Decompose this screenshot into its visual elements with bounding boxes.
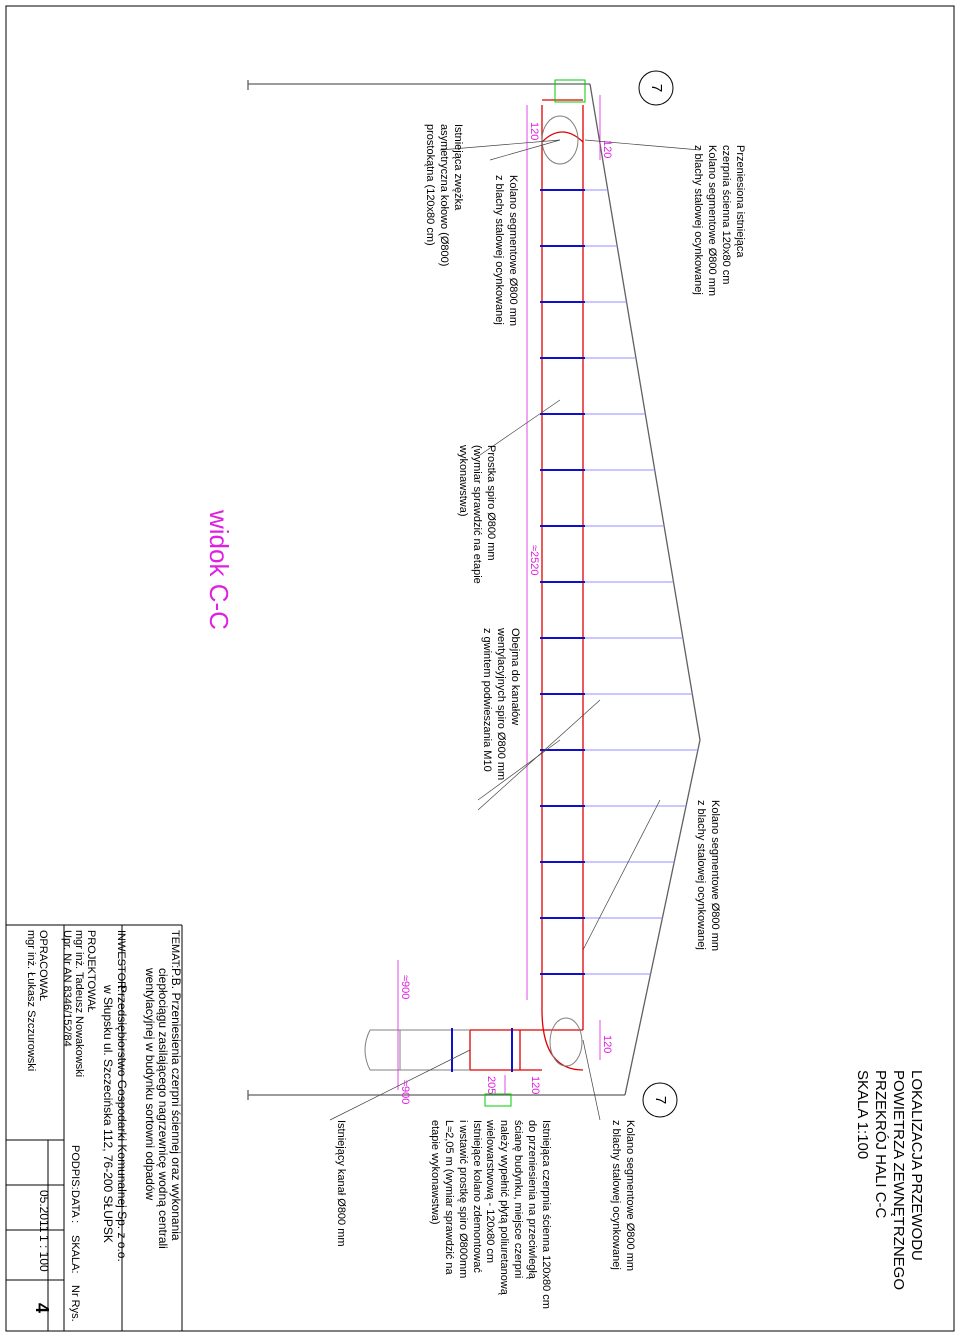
tb-inwestor-line-1: Przedsiębiorstwo Gospodarki Komunalnej Sp. z o.o.: [115, 985, 129, 1262]
label-kolano-right-line-2: z blachy stalowej ocynkowanej: [610, 1120, 622, 1270]
dim-120-d: 120: [601, 1035, 613, 1054]
label-kolano-left-line-1: Kolano segmentowe Ø800 mm: [507, 175, 519, 327]
title-block-top: LOKALIZACJA PRZEWODU: [908, 1070, 925, 1261]
label-prostka-line-2: (wymiar sprawdzić na etapie: [471, 445, 483, 584]
tb-data: 05.2011: [37, 1190, 51, 1233]
label-istn-kolano-line-4: etapie wykonawstwa): [429, 1120, 441, 1225]
tb-nr-label: Nr Rys.: [69, 1285, 81, 1322]
section-marker-left: [639, 71, 673, 105]
existing-duct: [365, 1030, 470, 1070]
elbow-left: [542, 116, 582, 1066]
dim-900-b: ≈900: [399, 1080, 411, 1105]
label-obejma-line-3: z gwintem podwieszania M10: [481, 628, 493, 772]
tb-inwestor-label: INWESTOR:: [115, 930, 127, 993]
dim-120-c: 120: [529, 1076, 541, 1095]
tb-temat-line-2: ciepłociągu zasilającego nagrzewnicę wodną centrali: [156, 968, 170, 1249]
label-istn-kolano-line-1: Istniejące kolano zdemontować: [471, 1120, 483, 1273]
tb-data-label: DATA :: [69, 1190, 81, 1224]
label-czerpnia-line-3: Kolano segmentowe Ø800 mm: [706, 145, 718, 297]
czerpnia-left: [555, 80, 585, 102]
section-marker-right: [643, 1083, 677, 1117]
labels-group: [25, 122, 925, 1322]
title-block-top-4: SKALA 1:100: [854, 1070, 871, 1160]
label-kolano-mid-line-2: z blachy stalowej ocynkowanej: [695, 800, 707, 950]
label-czerpnia-line-4: z blachy stalowej ocynkowanej: [692, 145, 704, 295]
dim-205: 205: [485, 1076, 497, 1095]
tb-skala-label: SKALA:: [69, 1235, 81, 1274]
section-marker-left-label: 7: [648, 83, 666, 93]
label-zwezka-line-2: asymetryczna kołowo (Ø800): [438, 124, 450, 267]
czerpnia-right: [485, 1094, 511, 1106]
label-istn-czerpnia-line-1: Istniejąca czerpnia ścienna 120x80 cm: [540, 1120, 552, 1309]
tb-temat-line-1: P.B. Przeniesienia czerpni ściennej oraz wykonania: [169, 968, 183, 1241]
label-istn-czerpnia-line-5: wielowarstwową - 120x80 cm: [484, 1120, 496, 1264]
title-block-top-2: POWIETRZA ZEWNĘTRZNEGO: [890, 1070, 907, 1290]
label-kolano-mid-line-1: Kolano segmentowe Ø800 mm: [709, 800, 721, 952]
tb-inwestor-line-2: w Słupsku ul. Szczecińska 112, 76-200 SŁUPSK: [101, 985, 115, 1243]
tb-nr: 4: [32, 1303, 52, 1314]
label-istn-czerpnia-line-2: do przeniesienia na przeciwległą: [526, 1120, 538, 1279]
label-istn-czerpnia-line-4: należy wypełnić płytą poliuretanową: [498, 1120, 510, 1295]
tb-opracowal: mgr inż. Łukasz Szczurowski: [25, 930, 37, 1072]
label-istn-czerpnia-line-3: ścianę budynku, miejsce czerpni: [512, 1120, 524, 1279]
label-istn-kolano-line-2: i wstawić prostkę spiro Ø800mm: [457, 1120, 469, 1279]
tb-opracowal-label: OPRACOWAŁ: [37, 930, 49, 1002]
section-marker-right-label: 7: [652, 1095, 670, 1105]
dim-120-a: 120: [528, 122, 540, 141]
label-czerpnia-line-1: Przeniesiona istniejąca: [734, 145, 746, 258]
label-kolano-left-line-2: z blachy stalowej ocynkowanej: [493, 175, 505, 325]
label-kolano-right-line-1: Kolano segmentowe Ø800 mm: [624, 1120, 636, 1272]
label-istn-kolano-line-3: L≈2,05 m (wymiar sprawdzić na: [443, 1120, 455, 1275]
view-title: widok C-C: [204, 510, 234, 630]
tb-skala: 1 : 100: [37, 1235, 51, 1272]
hall-outline: [248, 80, 700, 1100]
dim-900-a: ≈900: [399, 975, 411, 1000]
tb-temat-label: TEMAT:: [169, 930, 181, 969]
tb-projektowal-line-2: Upr. Nr AN 8346/152/84: [61, 930, 73, 1047]
tb-podpis-label: PODPIS:: [69, 1145, 81, 1190]
label-obejma-line-1: Obejma do kanałów: [509, 628, 521, 726]
tb-temat-line-3: wentylacyjnej w budynku sortowni odpadów: [143, 968, 157, 1201]
label-prostka-line-1: Prostka spiro Ø800 mm: [485, 445, 497, 561]
label-zwezka-line-1: Istniejąca zwężka: [452, 124, 464, 211]
label-zwezka-line-3: prostokątna (120x80 cm): [424, 124, 436, 246]
label-prostka-line-3: wykonawstwa): [457, 445, 469, 517]
tb-projektowal-label: PROJEKTOWAŁ: [85, 930, 97, 1013]
title-block-top-3: PRZEKRÓJ HALI C-C: [872, 1070, 889, 1219]
label-obejma-line-2: wentylacyjnych spiro Ø800 mm: [495, 628, 507, 781]
label-czerpnia-line-2: czerpnia ścienna 120x80 cm: [720, 145, 732, 285]
label-istn-kanal: Istniejący kanał Ø800 mm: [335, 1120, 347, 1247]
tb-projektowal-line-1: mgr inż. Tadeusz Nowakowski: [73, 930, 85, 1078]
dim-120-b: 120: [601, 140, 613, 159]
dim-2520: ≈2520: [528, 545, 540, 576]
